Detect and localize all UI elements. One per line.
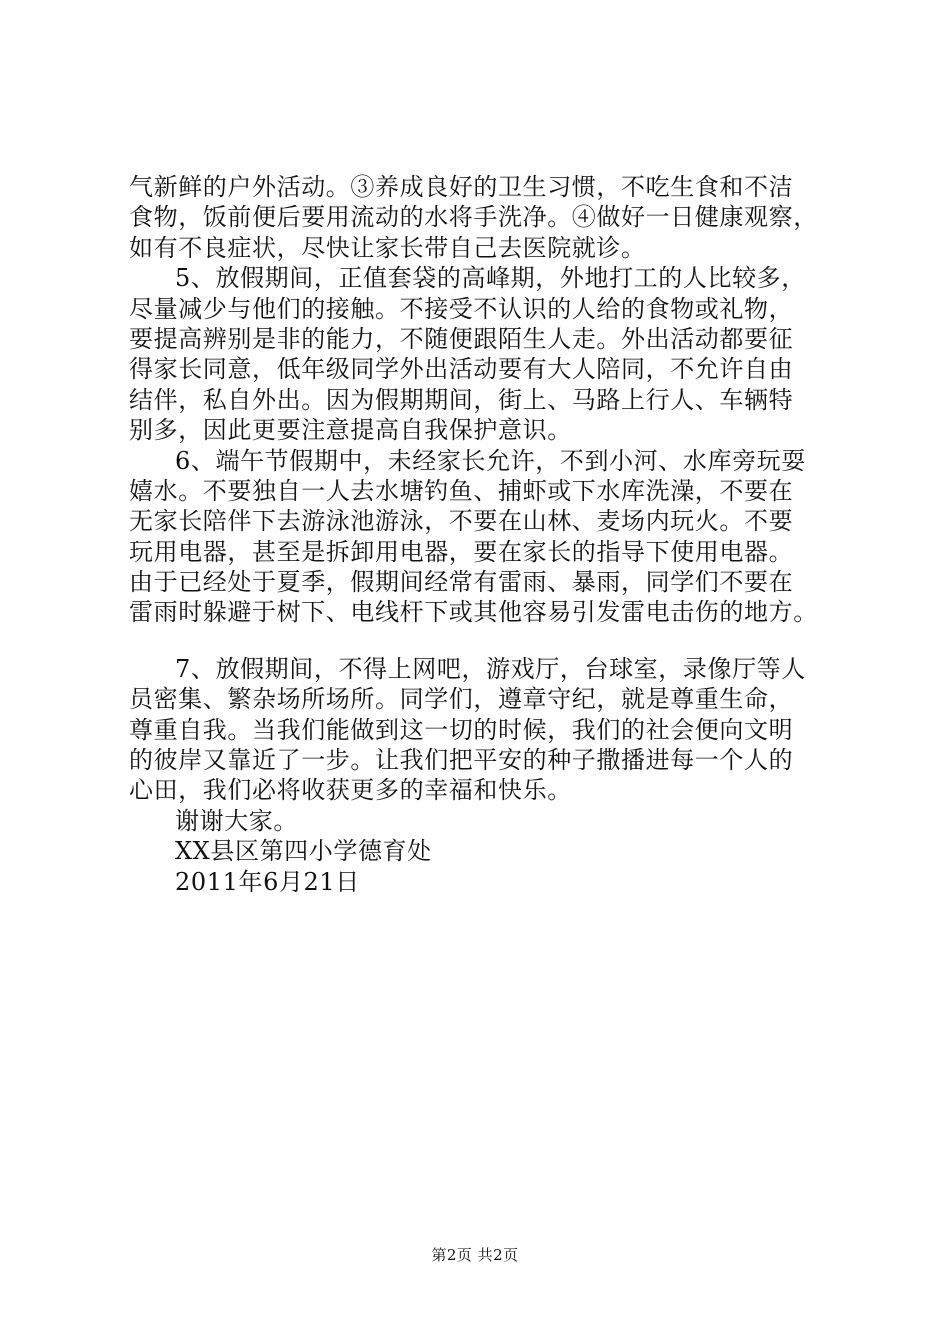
text-line: 的彼岸又靠近了一步。让我们把平安的种子撒播进每一个人的 — [129, 746, 794, 775]
page-number-footer: 第2页 共2页 — [431, 1246, 519, 1264]
text-line: 如有不良症状，尽快让家长带自己去医院就诊。 — [129, 233, 646, 262]
text-line: 要提高辨别是非的能力，不随便跟陌生人走。外出活动都要征 — [129, 324, 794, 353]
text-line: 尊重自我。当我们能做到这一切的时候，我们的社会便向文明 — [129, 715, 794, 744]
date-text: 2011年6月21日 — [175, 867, 360, 896]
signature-text: XX县区第四小学德育处 — [175, 837, 432, 866]
paragraph-gap — [129, 628, 839, 654]
text-line: 由于已经处于夏季，假期间经常有雷雨、暴雨，同学们不要在 — [129, 568, 794, 597]
text-line: 食物，饭前便后要用流动的水将手洗净。④做好一日健康观察， — [129, 203, 818, 232]
text-line: 气新鲜的户外活动。③养成良好的卫生习惯，不吃生食和不洁 — [129, 173, 794, 201]
text-line: 得家长同意，低年级同学外出活动要有大人陪同，不允许自由 — [129, 355, 794, 384]
closing-text: 谢谢大家。 — [175, 806, 298, 835]
text-line: 雷雨时躲避于树下、电线杆下或其他容易引发雷电击伤的地方。 — [129, 598, 818, 627]
text-line: 玩用电器，甚至是拆卸用电器，要在家长的指导下使用电器。 — [129, 537, 794, 566]
paragraph-6-first-line: 6、端午节假期中，未经家长允许，不到小河、水库旁玩耍 — [175, 446, 806, 475]
text-line: 别多，因此更要注意提高自我保护意识。 — [129, 416, 572, 445]
text-line: 结伴，私自外出。因为假期期间，街上、马路上行人、车辆特 — [129, 385, 794, 414]
document-body — [129, 172, 839, 897]
text-line: 无家长陪伴下去游泳池游泳，不要在山林、麦场内玩火。不要 — [129, 507, 794, 536]
paragraph-5-first-line: 5、放假期间，正值套袋的高峰期，外地打工的人比较多， — [175, 264, 806, 293]
text-line: 员密集、繁杂场所场所。同学们，遵章守纪，就是尊重生命， — [129, 685, 794, 714]
text-line: 嬉水。不要独自一人去水塘钓鱼、捕虾或下水库洗澡，不要在 — [129, 476, 794, 505]
text-line: 尽量减少与他们的接触。不接受不认识的人给的食物或礼物， — [129, 294, 794, 323]
text-line: 心田，我们必将收获更多的幸福和快乐。 — [129, 776, 572, 805]
paragraph-7-first-line: 7、放假期间，不得上网吧，游戏厅，台球室，录像厅等人 — [175, 654, 806, 683]
